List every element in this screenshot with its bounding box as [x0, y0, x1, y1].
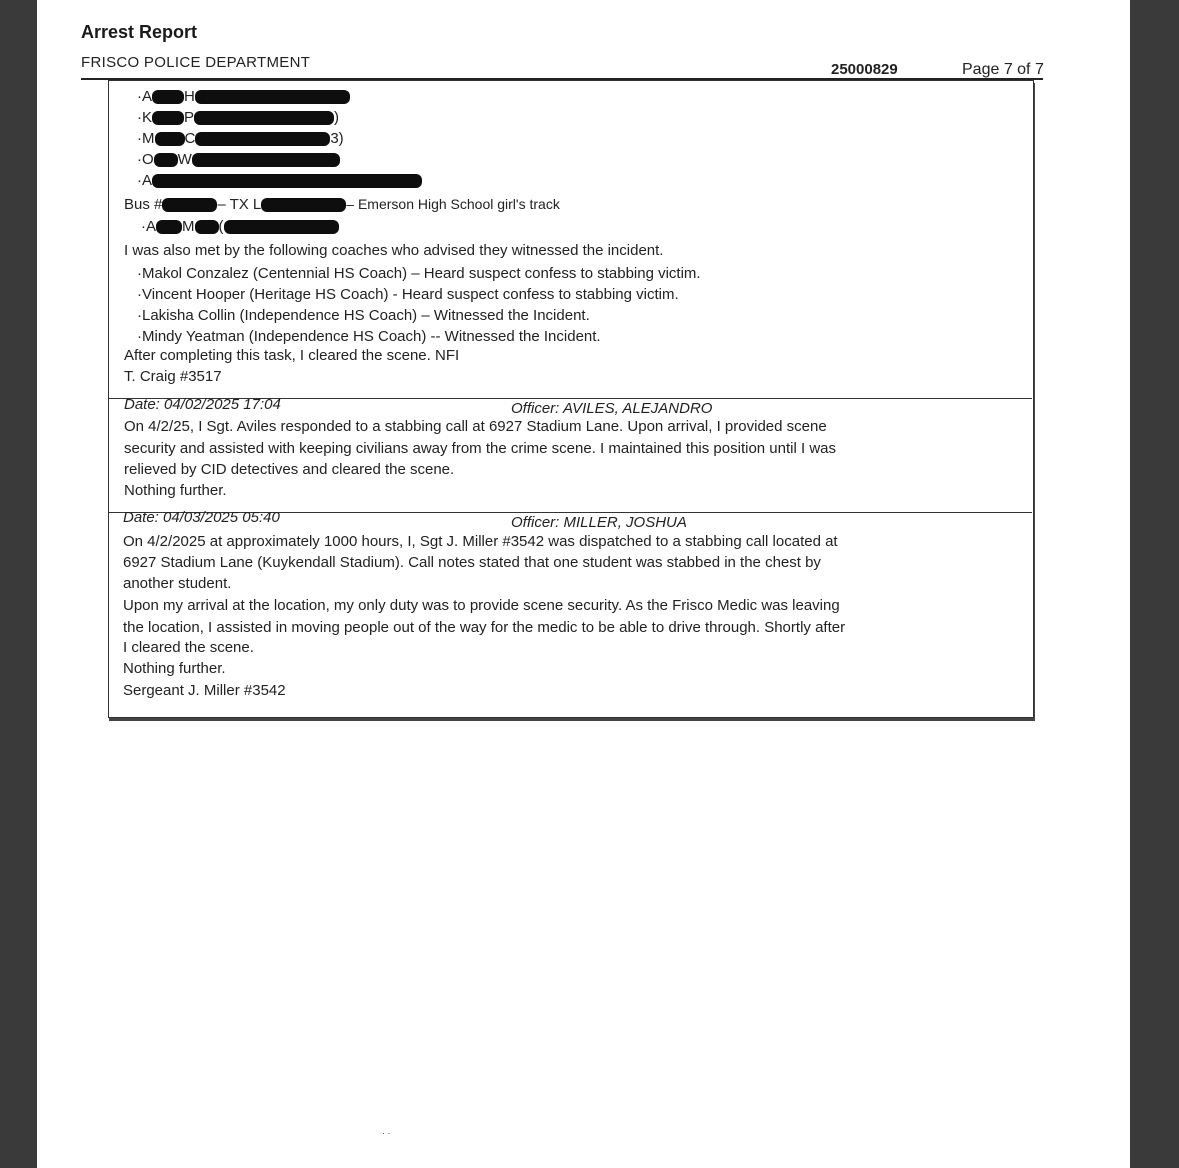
narrative-line: On 4/2/2025 at approximately 1000 hours, I, Sgt J. Miller #3542 was dispatched to a stabbing call located at	[123, 533, 838, 550]
coach-entry: ·Mindy Yeatman (Independence HS Coach) -- Witnessed the Incident.	[137, 328, 601, 345]
page-number: Page 7 of 7	[962, 61, 1044, 78]
redaction-block	[195, 90, 350, 104]
report-title: Arrest Report	[81, 22, 198, 42]
scan-speck: · ·	[382, 1128, 391, 1138]
redacted-entry-5: ·A	[137, 172, 422, 189]
entry-officer: Officer: MILLER, JOSHUA	[511, 514, 687, 531]
entry-date: Date: 04/03/2025 05:40	[123, 509, 280, 526]
redaction-block	[194, 111, 334, 125]
redacted-entry-4: ·O W	[137, 151, 340, 168]
redaction-block	[162, 198, 217, 212]
narrative-line: Upon my arrival at the location, my only duty was to provide scene security. As the Frisco Medic was leaving	[123, 597, 840, 614]
redacted-entry-3: ·M C 3)	[137, 130, 344, 147]
entry-officer: Officer: AVILES, ALEJANDRO	[511, 400, 713, 417]
redacted-entry-1: ·A H	[137, 88, 350, 105]
redaction-block	[195, 220, 219, 234]
report-page	[37, 0, 1130, 1168]
redaction-block	[154, 153, 178, 167]
narrative-line: security and assisted with keeping civilians away from the crime scene. I maintained this position until I was	[124, 440, 836, 457]
redaction-block	[152, 90, 184, 104]
redaction-block	[155, 132, 185, 146]
bus-line: Bus # – TX L – Emerson High School girl's track	[124, 196, 560, 213]
entry-date: Date: 04/02/2025 17:04	[124, 396, 281, 413]
case-number: 25000829	[831, 61, 898, 78]
signature-line: T. Craig #3517	[124, 368, 222, 385]
redaction-block	[156, 220, 182, 234]
coach-entry: ·Lakisha Collin (Independence HS Coach) – Witnessed the Incident.	[137, 307, 590, 324]
narrative-line: Nothing further.	[123, 660, 226, 677]
department-name: FRISCO POLICE DEPARTMENT	[81, 54, 311, 71]
narrative-line: 6927 Stadium Lane (Kuykendall Stadium). Call notes stated that one student was stabbed in the chest by	[123, 554, 821, 571]
coach-entry: ·Vincent Hooper (Heritage HS Coach) - Heard suspect confess to stabbing victim.	[137, 286, 679, 303]
redacted-entry-2: ·K P )	[137, 109, 340, 126]
redaction-block	[195, 132, 330, 146]
coach-entry: ·Makol Conzalez (Centennial HS Coach) – Heard suspect confess to stabbing victim.	[137, 265, 701, 282]
closing-line: After completing this task, I cleared the scene. NFI	[124, 347, 460, 364]
narrative-line: relieved by CID detectives and cleared the scene.	[124, 461, 455, 478]
redaction-block	[192, 153, 340, 167]
narrative-line: Nothing further.	[124, 482, 227, 499]
bus-member-line: ·A M (	[141, 218, 339, 235]
narrative-line: another student.	[123, 575, 232, 592]
narrative-line: the location, I assisted in moving people out of the way for the medic to be able to drive through. Shortly after	[123, 619, 846, 636]
narrative-line: On 4/2/25, I Sgt. Aviles responded to a stabbing call at 6927 Stadium Lane. Upon arrival, I provided scene	[124, 418, 827, 435]
redaction-block	[261, 198, 346, 212]
coaches-intro: I was also met by the following coaches who advised they witnessed the incident.	[124, 242, 664, 259]
redaction-block	[152, 174, 422, 188]
redaction-block	[152, 111, 184, 125]
redaction-block	[224, 220, 339, 234]
narrative-line: I cleared the scene.	[123, 639, 254, 656]
narrative-line: Sergeant J. Miller #3542	[123, 682, 286, 699]
